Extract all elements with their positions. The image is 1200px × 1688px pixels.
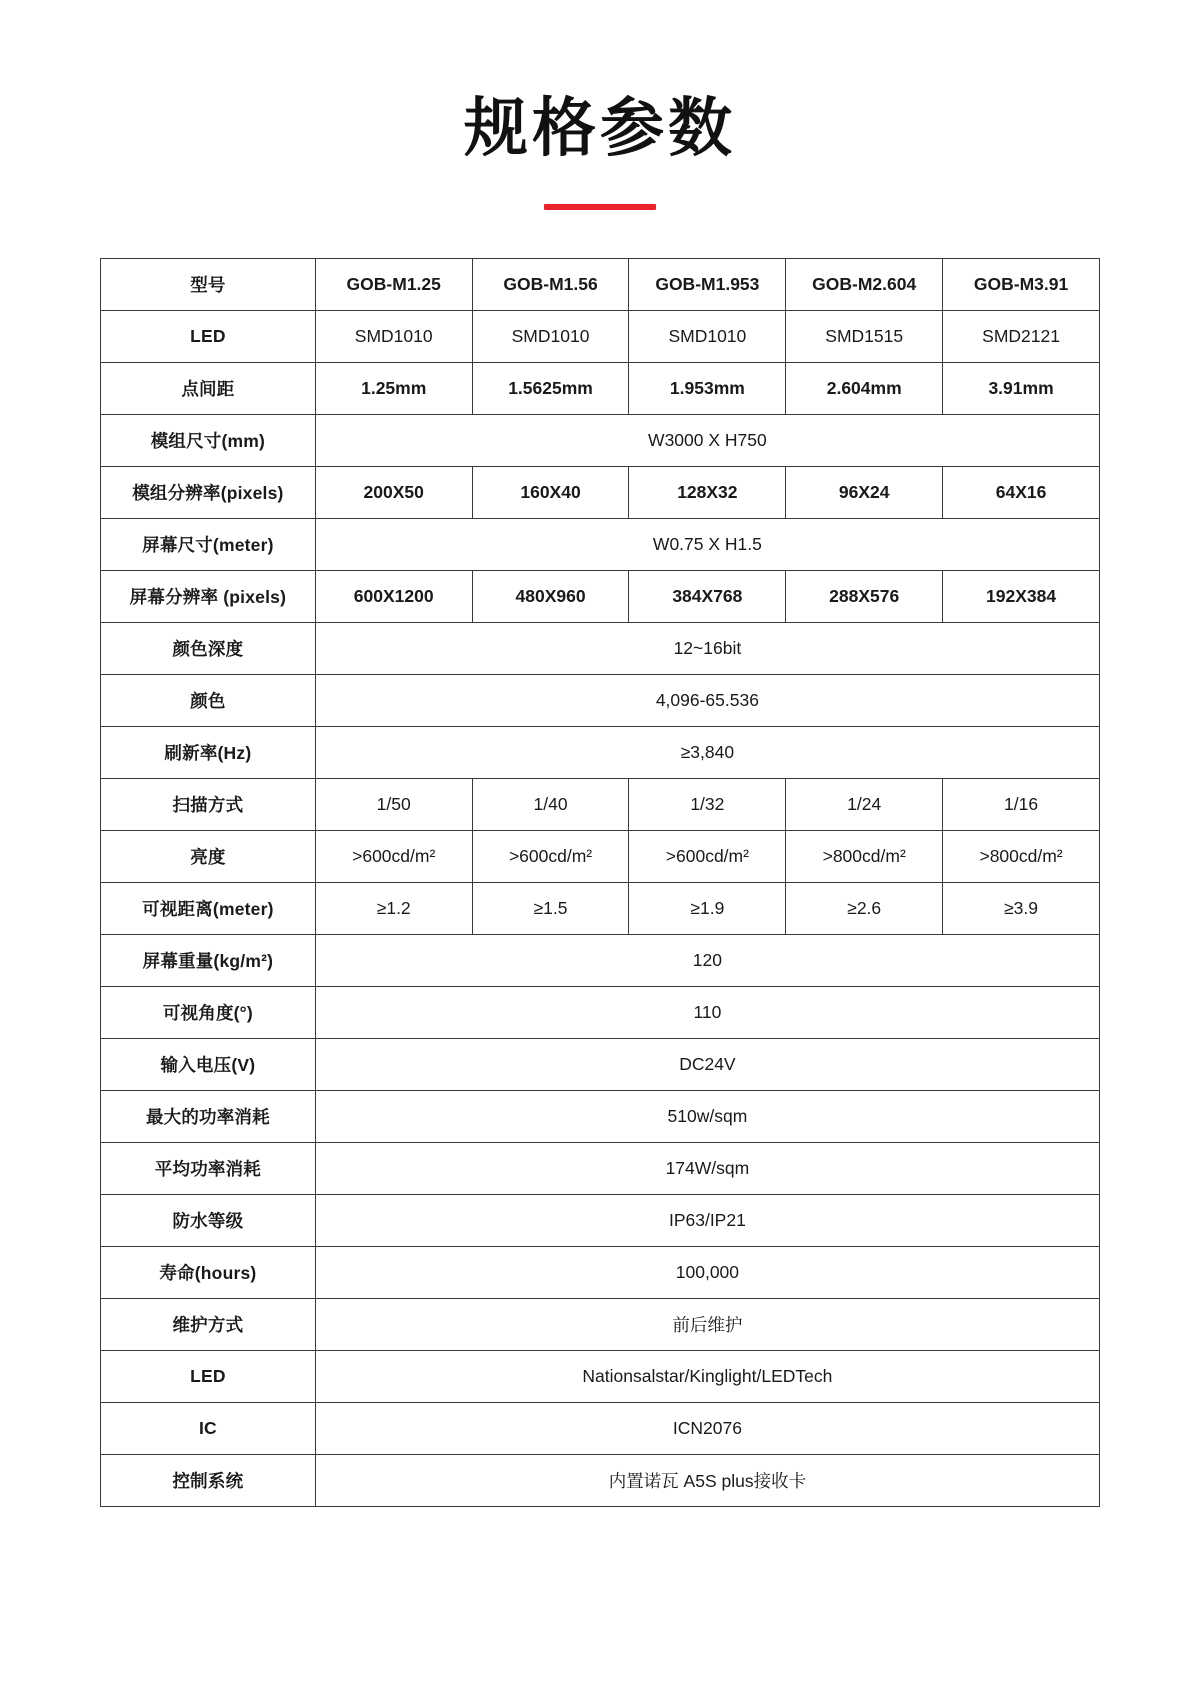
row-value: 1.25mm (315, 362, 472, 414)
row-value: SMD1010 (472, 310, 629, 362)
page-title: 规格参数 (464, 92, 736, 164)
title-underline-rule (544, 204, 656, 210)
row-value: 600X1200 (315, 570, 472, 622)
row-value: >600cd/m² (629, 830, 786, 882)
row-value-merged: 174W/sqm (315, 1142, 1099, 1194)
row-value: 128X32 (629, 466, 786, 518)
table-row (101, 674, 1100, 726)
table-row (101, 778, 1100, 830)
row-label: 维护方式 (101, 1298, 316, 1350)
row-value: 2.604mm (786, 362, 943, 414)
row-label: 点间距 (101, 362, 316, 414)
row-value: GOB-M2.604 (786, 258, 943, 310)
row-value: 200X50 (315, 466, 472, 518)
row-label: LED (101, 1350, 316, 1402)
table-row (101, 362, 1100, 414)
table-row (101, 518, 1100, 570)
table-row (101, 414, 1100, 466)
spec-table (100, 258, 1100, 1507)
row-value: 1/50 (315, 778, 472, 830)
row-label: 模组分辨率(pixels) (101, 466, 316, 518)
row-label: 屏幕尺寸(meter) (101, 518, 316, 570)
row-value: SMD1010 (315, 310, 472, 362)
row-label: 寿命(hours) (101, 1246, 316, 1298)
row-value-merged: 120 (315, 934, 1099, 986)
table-row (101, 258, 1100, 310)
row-value: ≥2.6 (786, 882, 943, 934)
row-value: 192X384 (943, 570, 1100, 622)
row-value: 384X768 (629, 570, 786, 622)
table-row (101, 1454, 1100, 1506)
row-label: 亮度 (101, 830, 316, 882)
row-value-merged: 12~16bit (315, 622, 1099, 674)
spec-table-wrapper (100, 258, 1100, 1507)
row-label: 刷新率(Hz) (101, 726, 316, 778)
table-row (101, 1090, 1100, 1142)
row-value: 64X16 (943, 466, 1100, 518)
row-label: 屏幕重量(kg/m²) (101, 934, 316, 986)
table-row (101, 882, 1100, 934)
row-label: 可视距离(meter) (101, 882, 316, 934)
row-value: ≥1.5 (472, 882, 629, 934)
row-value: 1/24 (786, 778, 943, 830)
row-value: ≥3.9 (943, 882, 1100, 934)
row-value-merged: DC24V (315, 1038, 1099, 1090)
row-value: SMD1515 (786, 310, 943, 362)
row-value-merged: 110 (315, 986, 1099, 1038)
row-value-merged: W3000 X H750 (315, 414, 1099, 466)
row-value-merged: Nationsalstar/Kinglight/LEDTech (315, 1350, 1099, 1402)
row-value: >600cd/m² (472, 830, 629, 882)
row-value: 1.953mm (629, 362, 786, 414)
spec-table-body (101, 258, 1100, 1506)
row-value-merged: IP63/IP21 (315, 1194, 1099, 1246)
table-row (101, 1350, 1100, 1402)
row-value: 1/40 (472, 778, 629, 830)
table-row (101, 934, 1100, 986)
title-block (0, 0, 1200, 210)
row-label: 颜色深度 (101, 622, 316, 674)
row-value-merged: 前后维护 (315, 1298, 1099, 1350)
row-value: SMD2121 (943, 310, 1100, 362)
row-value-merged: ICN2076 (315, 1402, 1099, 1454)
row-value: 288X576 (786, 570, 943, 622)
row-value-merged: 4,096-65.536 (315, 674, 1099, 726)
table-row (101, 1142, 1100, 1194)
row-value: >800cd/m² (786, 830, 943, 882)
row-label: 输入电压(V) (101, 1038, 316, 1090)
row-label: 平均功率消耗 (101, 1142, 316, 1194)
row-label: LED (101, 310, 316, 362)
table-row (101, 570, 1100, 622)
row-value: 96X24 (786, 466, 943, 518)
table-row (101, 1402, 1100, 1454)
row-label: 最大的功率消耗 (101, 1090, 316, 1142)
row-value: SMD1010 (629, 310, 786, 362)
row-label: 扫描方式 (101, 778, 316, 830)
row-value: 1.5625mm (472, 362, 629, 414)
row-value: >600cd/m² (315, 830, 472, 882)
row-label: 型号 (101, 258, 316, 310)
table-row (101, 466, 1100, 518)
row-value: GOB-M1.953 (629, 258, 786, 310)
row-label: IC (101, 1402, 316, 1454)
table-row (101, 1298, 1100, 1350)
row-value-merged: W0.75 X H1.5 (315, 518, 1099, 570)
row-value-merged: ≥3,840 (315, 726, 1099, 778)
row-value-merged: 内置诺瓦 A5S plus接收卡 (315, 1454, 1099, 1506)
table-row (101, 1246, 1100, 1298)
row-label: 屏幕分辨率 (pixels) (101, 570, 316, 622)
row-value: GOB-M1.25 (315, 258, 472, 310)
row-value: ≥1.9 (629, 882, 786, 934)
table-row (101, 986, 1100, 1038)
table-row (101, 1194, 1100, 1246)
row-value: GOB-M3.91 (943, 258, 1100, 310)
row-value: 160X40 (472, 466, 629, 518)
table-row (101, 726, 1100, 778)
row-value: 1/16 (943, 778, 1100, 830)
table-row (101, 830, 1100, 882)
row-value-merged: 510w/sqm (315, 1090, 1099, 1142)
row-value-merged: 100,000 (315, 1246, 1099, 1298)
row-label: 模组尺寸(mm) (101, 414, 316, 466)
row-value: ≥1.2 (315, 882, 472, 934)
row-label: 控制系统 (101, 1454, 316, 1506)
row-value: >800cd/m² (943, 830, 1100, 882)
row-value: 480X960 (472, 570, 629, 622)
row-value: 1/32 (629, 778, 786, 830)
row-label: 可视角度(°) (101, 986, 316, 1038)
table-row (101, 310, 1100, 362)
table-row (101, 1038, 1100, 1090)
row-label: 颜色 (101, 674, 316, 726)
table-row (101, 622, 1100, 674)
row-value: GOB-M1.56 (472, 258, 629, 310)
row-label: 防水等级 (101, 1194, 316, 1246)
row-value: 3.91mm (943, 362, 1100, 414)
